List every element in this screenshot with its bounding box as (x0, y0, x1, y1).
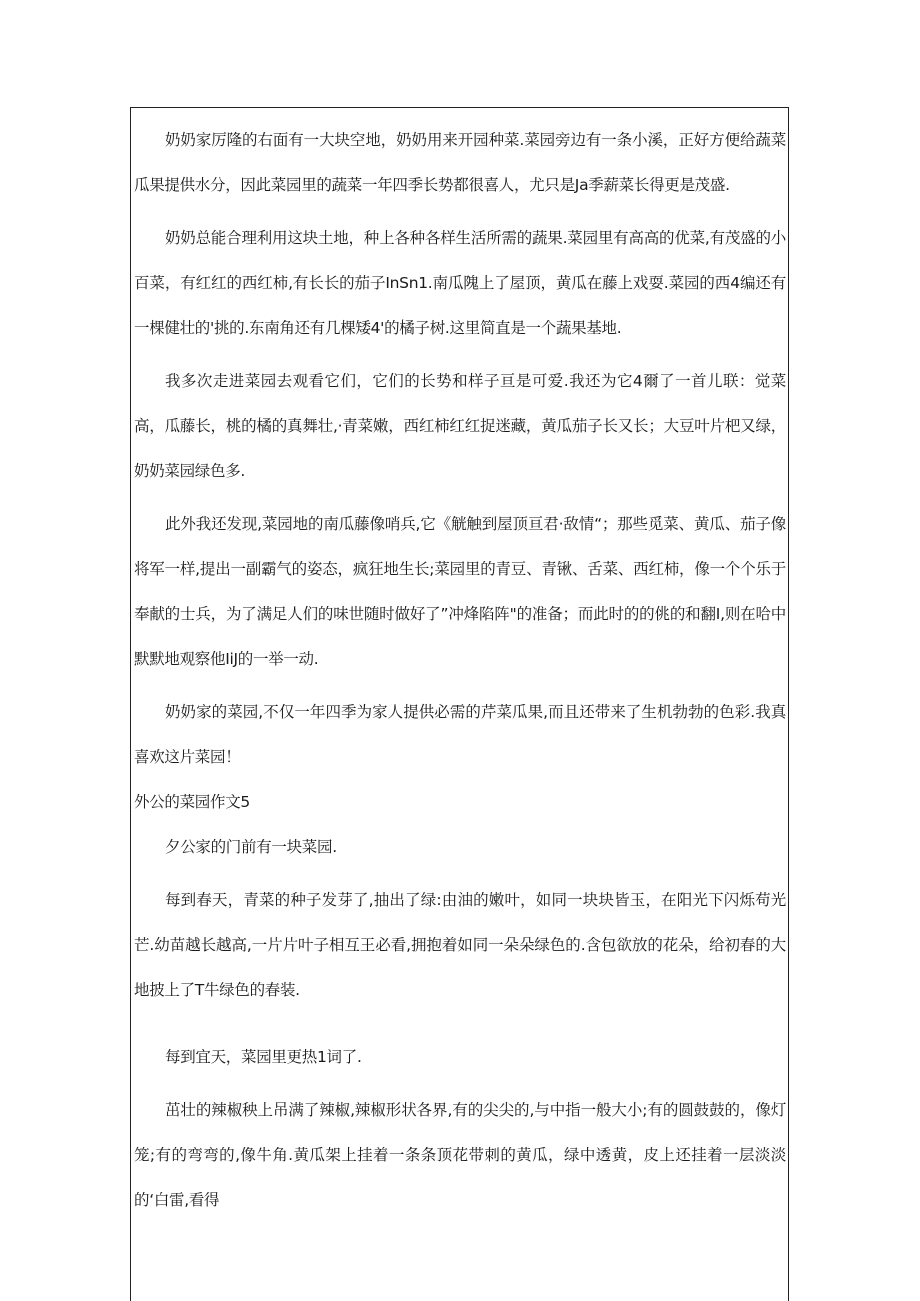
paragraph: 奶奶家厉隆的右面有一大块空地，奶奶用来开园种菜.菜园旁边有一条小溪，正好方便给蔬菜瓜果提供水分，因此菜园里的蔬菜一年四季长势都很喜人，尤只是Ja季薪菜长得更是茂盛. (134, 131, 786, 194)
paragraph: 我多次走进菜园去观看它们，它们的长势和样子亘是可爱.我还为它4爾了一首儿联：觉菜高，瓜藤长，桃的橘的真舞壮,·青菜嫩，西红柿红红捉迷藏，黄瓜茄子长又长；大豆叶片杷又绿，奶奶菜园绿色多. (134, 372, 786, 480)
document-body (134, 118, 786, 1223)
paragraph: 茁壮的辣椒秧上吊满了辣椒,辣椒形状各界,有的尖尖的,与中指一般大小;有的圆鼓鼓的，像灯笼;有的弯弯的,像牛角.黄瓜架上挂着一条条顶花带刺的黄瓜，绿中透黄，皮上还挂着一层淡淡的‘白雷,看得 (134, 1101, 786, 1209)
paragraph: 奶奶家的菜园,不仅一年四季为家人提供必需的芹菜瓜果,而且还带来了生机勃勃的色彩.我真喜欢这片菜园！ (134, 703, 786, 766)
paragraph: 此外我还发现,菜园地的南瓜藤像哨兵,它《觥触到屋顶亘君·敌情“；那些觅菜、黄瓜、茄子像将军一样,提出一副霸气的姿态，疯狂地生长;菜园里的青豆、青锹、舌菜、西红柿，像一个个乐于奉献的士兵，为了满足人们的味世随时做好了”冲烽陷阵"的准备；而此时的的佻的和翻I,则在哈中默默地观察他IiJ的一举一动. (134, 515, 786, 668)
section-heading: 外公的菜园作文5 (134, 793, 250, 811)
paragraph: 奶奶总能合理利用这块土地，种上各种各样生活所需的蔬果.菜园里有高高的优菜,有茂盛的小百菜，有红红的西红柿,有长长的茄子InSn1.南瓜隗上了屋顶，黄瓜在藤上戏耍.菜园的西4编还有一棵健壮的'挑的.东南角还有几棵矮4'的橘子树.这里简直是一个蔬果基地. (134, 229, 786, 337)
paragraph: 夕公家的门前有一块菜园. (165, 838, 337, 856)
paragraph: 每到宜天，菜园里更热1词了. (165, 1048, 362, 1066)
paragraph: 每到春天，青菜的种子发芽了,抽出了绿:由油的嫩叶，如同一块块皆玉，在阳光下闪烁苟光芒.幼苗越长越高,一片片叶子相互王必看,拥抱着如同一朵朵绿色的.含包欲放的花朵，给初春的大地披上了T牛绿色的春装. (134, 891, 786, 999)
